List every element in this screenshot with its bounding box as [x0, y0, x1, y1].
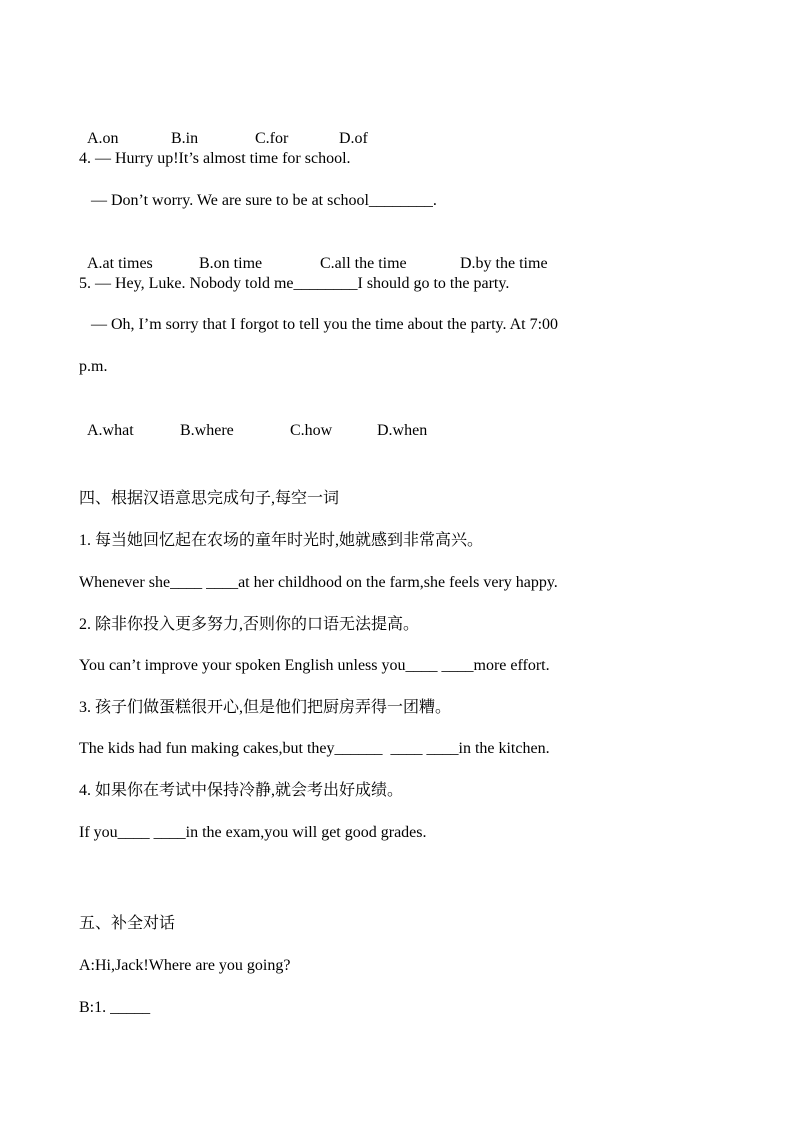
s4-item2-en: You can’t improve your spoken English unless you____ ____more effort.	[79, 657, 550, 674]
q4-line1: 4. — Hurry up!It’s almost time for school.	[79, 150, 351, 167]
s4-item1-cn: 1. 每当她回忆起在农场的童年时光时,她就感到非常高兴。	[79, 532, 484, 549]
s4-item3-en: The kids had fun making cakes,but they______ ____ ____in the kitchen.	[79, 740, 550, 757]
option-c: C.how	[290, 422, 333, 439]
q4-options	[79, 231, 548, 275]
option-a: A.at times	[87, 255, 153, 272]
option-d: D.by the time	[460, 255, 548, 272]
q5-options	[79, 398, 427, 442]
section4-heading: 四、根据汉语意思完成句子,每空一词	[79, 490, 340, 507]
option-d: D.when	[377, 422, 428, 439]
s4-item2-cn: 2. 除非你投入更多努力,否则你的口语无法提高。	[79, 616, 420, 633]
q3-options	[79, 106, 368, 150]
option-c: C.all the time	[320, 255, 407, 272]
option-a: A.what	[87, 422, 134, 439]
s4-item4-en: If you____ ____in the exam,you will get good grades.	[79, 824, 427, 841]
s4-item4-cn: 4. 如果你在考试中保持冷静,就会考出好成绩。	[79, 782, 404, 799]
q4-line2: — Don’t worry. We are sure to be at school________.	[79, 192, 437, 209]
option-a: A.on	[87, 130, 119, 147]
option-b: B.in	[171, 130, 199, 147]
dialog-line-a: A:Hi,Jack!Where are you going?	[79, 957, 291, 974]
q5-line1: 5. — Hey, Luke. Nobody told me________I should go to the party.	[79, 275, 510, 292]
dialog-line-b: B:1. _____	[79, 999, 151, 1016]
s4-item1-en: Whenever she____ ____at her childhood on the farm,she feels very happy.	[79, 574, 558, 591]
option-c: C.for	[255, 130, 289, 147]
option-b: B.where	[180, 422, 234, 439]
option-b: B.on time	[199, 255, 263, 272]
s4-item3-cn: 3. 孩子们做蛋糕很开心,但是他们把厨房弄得一团糟。	[79, 699, 452, 716]
q5-line3: p.m.	[79, 358, 108, 375]
q5-line2: — Oh, I’m sorry that I forgot to tell you the time about the party. At 7:00	[79, 316, 559, 333]
section5-heading: 五、补全对话	[79, 915, 176, 932]
option-d: D.of	[339, 130, 368, 147]
